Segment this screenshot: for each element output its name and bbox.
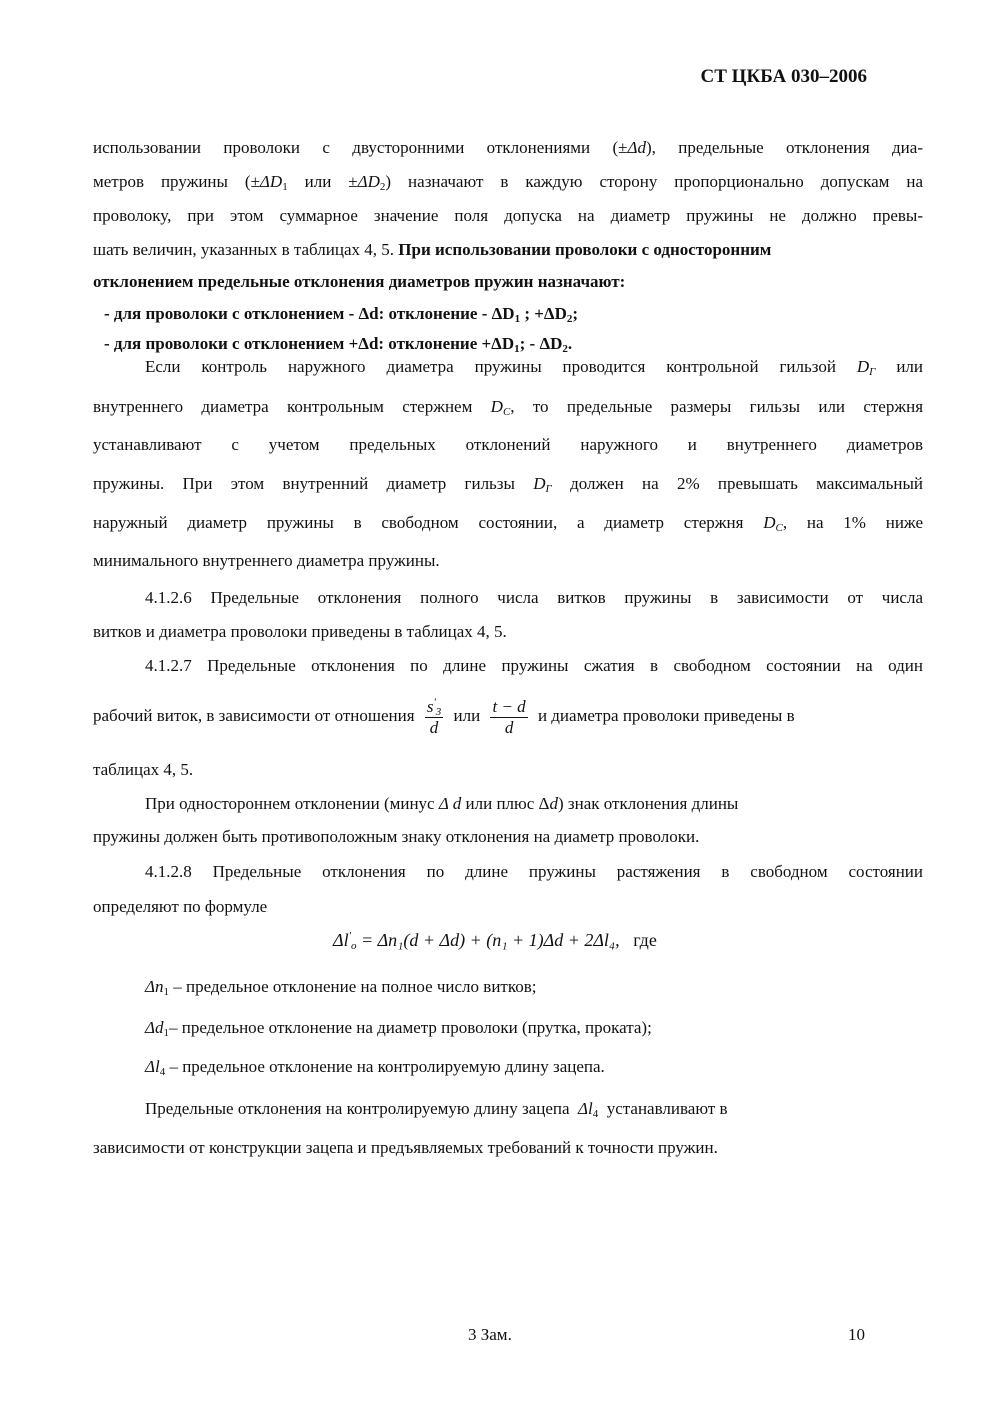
definition-delta-d1: $\Delta d_1-$ предельное отклонение на диаметр проволоки (прутка, проката); (145, 1018, 652, 1039)
p1-bullet-2: - для проволоки с отклонением +Δd: отклонение $+\Delta D_1$; - $\Delta D_2$. (104, 334, 573, 355)
p1-line-3: проволоку, при этом суммарное значение поля допуска на диаметр пружины не должно превы- (93, 206, 923, 225)
p1-line-1: использовании проволоки с двусторонними отклонениями (±Δd), предельные отклонения диа- (93, 138, 923, 157)
p1-line-4: шать величин, указанных в таблицах 4, 5. При использовании проволоки с односторонним (93, 240, 772, 259)
p7-line-2: зависимости от конструкции зацепа и предъявляемых требований к точности пружин. (93, 1138, 718, 1157)
p4-line-2: рабочий виток, в зависимости от отношения $\frac{s'_3}{d}$ или $\frac{t - d}{d}$ и диаметра проволоки приведены в (93, 695, 795, 737)
p1-bullet-1: - для проволоки с отклонением - Δd: отклонение - $\Delta D_1$ ; $+\Delta D_2$; (104, 304, 579, 325)
p5-line-2: пружины должен быть противоположным знаку отклонения на диаметр проволоки. (93, 827, 700, 846)
p2-line-2: внутреннего диаметра контрольным стержнем $D_C$, то предельные размеры гильзы или стержня (93, 397, 924, 418)
p1-line-2: метров пружины ($\pm\Delta D_1$ или $\pm\Delta D_2$) назначают в каждую сторону пропорционально допускам на (93, 172, 923, 193)
p5-line-1: При одностороннем отклонении (минус Δ d или плюс Δd) знак отклонения длины (145, 794, 739, 813)
p4-line-3: таблицах 4, 5. (93, 760, 194, 779)
p2-line-3: устанавливают с учетом предельных отклонений наружного и внутреннего диаметров (93, 435, 923, 454)
document-code-header: СТ ЦКБА 030–2006 (700, 66, 867, 87)
p7-line-1: Предельные отклонения на контролируемую длину зацепа $\Delta l_4$ устанавливают в (145, 1099, 728, 1120)
definition-delta-l4: $\Delta l_4$ – предельное отклонение на контролируемую длину зацепа. (145, 1057, 605, 1078)
fraction-t-minus-d-over-d: $\frac{t - d}{d}$ (492, 696, 526, 737)
change-note: 3 Зам. (468, 1325, 512, 1344)
p6-line-2: определяют по формуле (93, 897, 268, 916)
p2-line-1: Если контроль наружного диаметра пружины проводится контрольной гильзой $D_Г$ или (145, 357, 924, 378)
p6-line-1: 4.1.2.8 Предельные отклонения по длине пружины растяжения в свободном состоянии (145, 862, 923, 881)
p1-line-5: отклонением предельные отклонения диаметров пружин назначают: (93, 272, 626, 291)
page-number: 10 (848, 1325, 865, 1344)
fraction-s3-over-d: $\frac{s'_3}{d}$ (426, 695, 442, 737)
definition-delta-n1: $\Delta n_1$ – предельное отклонение на полное число витков; (145, 977, 537, 998)
p2-line-6: минимального внутреннего диаметра пружины. (93, 551, 440, 570)
p4-line-1: 4.1.2.7 Предельные отклонения по длине пружины сжатия в свободном состоянии на один (145, 656, 923, 675)
p2-line-4: пружины. При этом внутренний диаметр гильзы $D_Г$ должен на 2% превышать максимальный (93, 474, 924, 495)
p3-line-2: витков и диаметра проволоки приведены в таблицах 4, 5. (93, 622, 507, 641)
p3-line-1: 4.1.2.6 Предельные отклонения полного числа витков пружины в зависимости от числа (145, 588, 923, 607)
length-deviation-formula: $\Delta l'_o = \Delta n_1(d + \Delta d) + (n_1 + 1)\Delta d + 2\Delta l_4$, где (333, 930, 657, 952)
p2-line-5: наружный диаметр пружины в свободном состоянии, а диаметр стержня $D_C$, на 1% ниже (93, 513, 923, 534)
